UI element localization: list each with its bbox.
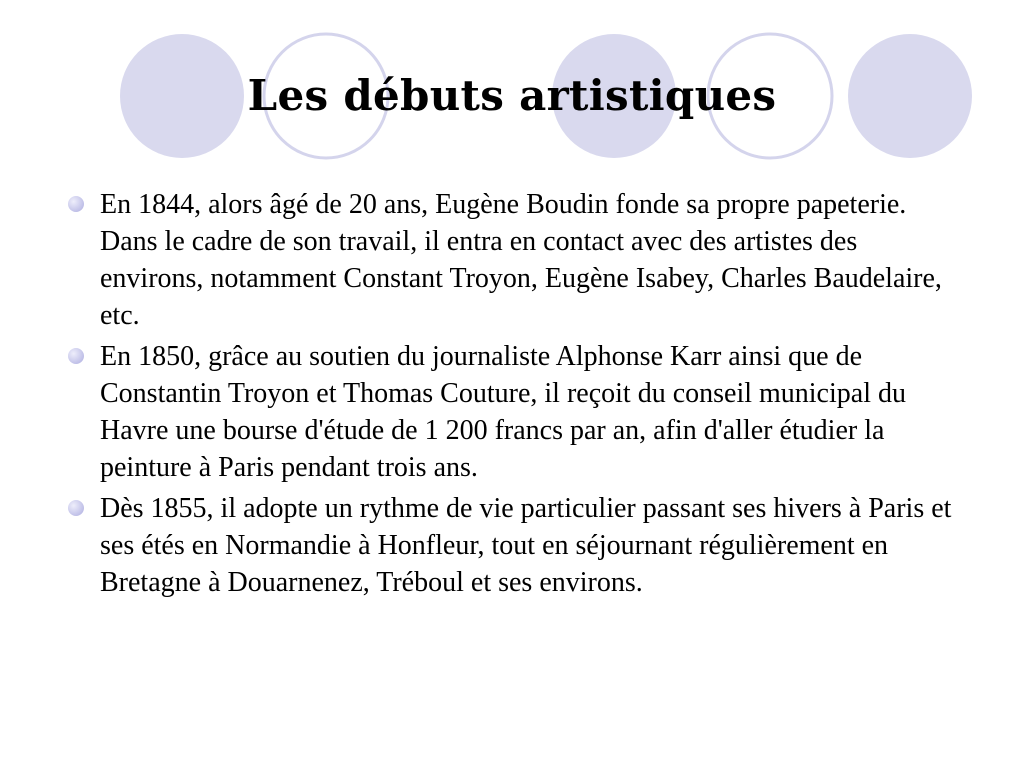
bullet-dot-icon [66, 346, 86, 366]
slide-title: Les débuts artistiques [247, 71, 777, 120]
bullet-item [66, 490, 966, 601]
bullet-text: Dès 1855, il adopte un rythme de vie particulier passant ses hivers à Paris et ses étés en Normandie à Honfleur, tout en séjournant régulièrement en Bretagne à Douarnenez, Tréboul et ses environs. [100, 493, 952, 598]
bullet-dot-icon [66, 194, 86, 214]
bullet-text: En 1850, grâce au soutien du journaliste Alphonse Karr ainsi que de Constantin Troyon et Thomas Couture, il reçoit du conseil municipal du Havre une bourse d'étude de 1 200 francs par an, afin d'aller étudier la peinture à Paris pendant trois ans. [100, 341, 906, 483]
bullet-item [66, 186, 966, 334]
bullet-item [66, 338, 966, 486]
bullet-list [66, 186, 966, 605]
bullet-dot-icon [66, 498, 86, 518]
bullet-text: En 1844, alors âgé de 20 ans, Eugène Boudin fonde sa propre papeterie. Dans le cadre de son travail, il entra en contact avec des artistes des environs, notamment Constant Troyon, Eugène Isabey, Charles Baudelaire, etc. [100, 189, 942, 331]
